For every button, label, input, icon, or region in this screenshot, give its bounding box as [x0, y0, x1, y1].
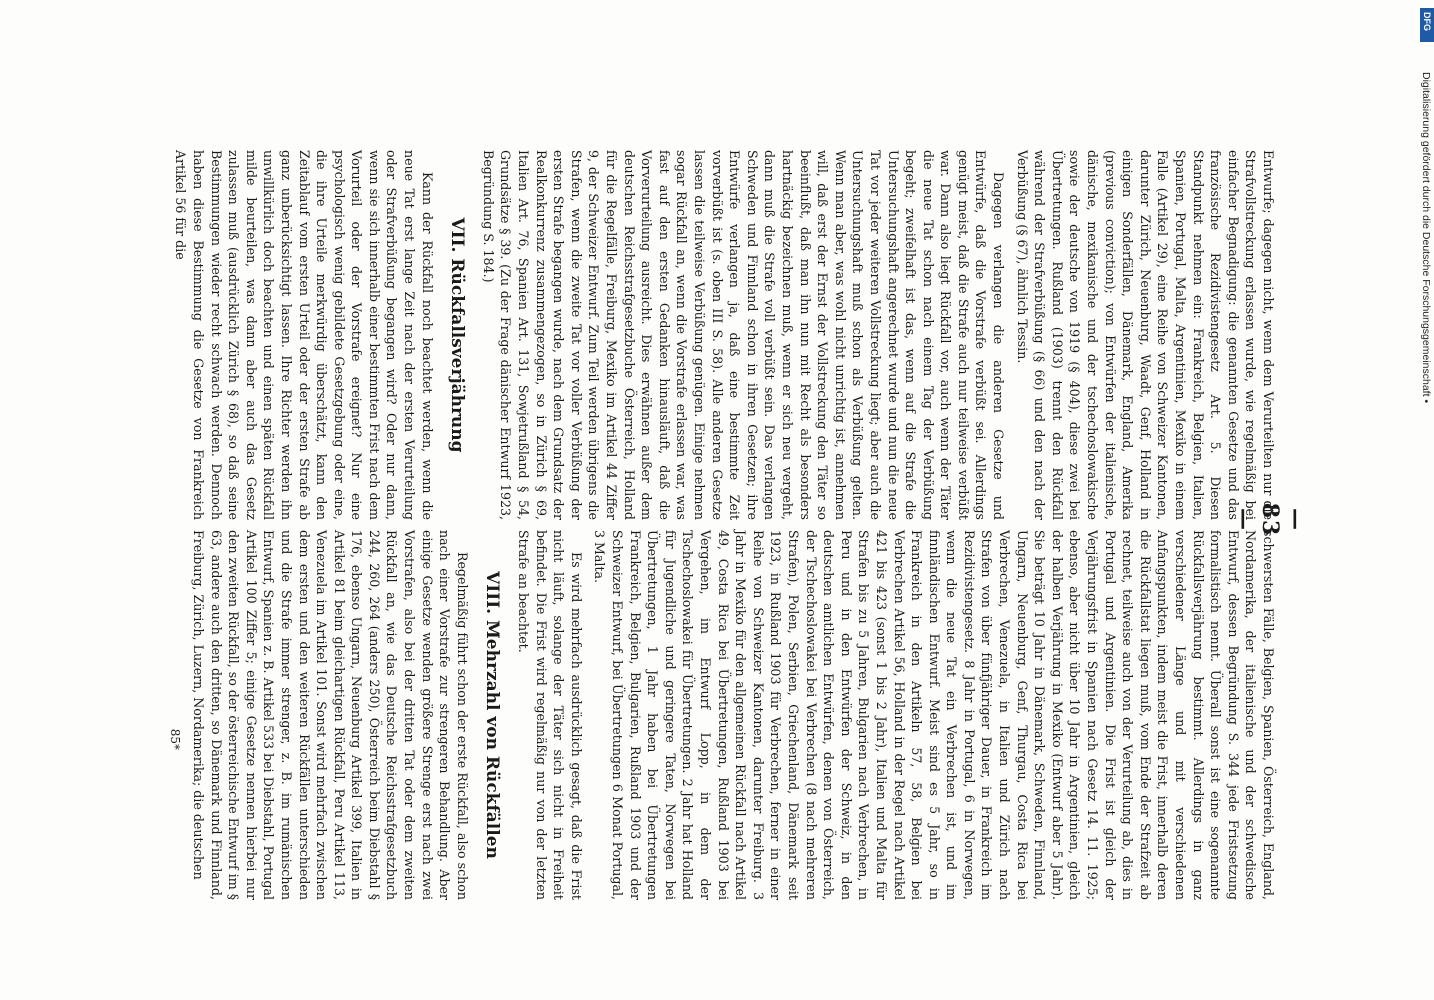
section-heading: VII. Rückfallsverjährung: [447, 217, 468, 453]
left-column: [166, 150, 1277, 520]
section-heading: VIII. Mehrzahl von Rückfällen: [482, 571, 503, 859]
paragraph: Regelmäßig führt schon der erste Rückfall, also schon nach einer Vorstrafe zur strengeren Behandlung. Aber einige Gesetze wenden größere Strenge erst nach zwei Vorstrafen, also bei der dritten Tat oder dem zweiten Rückfall an, wie das Deutsche Reichsstrafgesetzbuch 244, 260, 264 (anders 250), Österreich beim Diebstahl § 176, ebenso Ungarn, Neuenburg Artikel 399, Italien in Artikel 81 beim gleichartigen Rückfall, Peru Artikel 113, Venezuela im Artikel 101. Sonst wird mehrfach zwischen dem ersten und den weiteren Rückfällen unterschieden und die Strafe immer strenger, z. B. im rumänischen Entwurf, Spanien z. B. Artikel 533 bei Diebstahl, Portugal Artikel 100 Ziffer 5; einige Gesetze nennen hierbei nur den zweiten Rückfall, so der österreichische Entwurf im § 63, andere auch den dritten, so Dänemark und Finnland, Freiburg, Zürich, Luzern, Nordamerika; die deutschen: [190, 530, 470, 900]
dfg-logo: DFG: [1420, 8, 1434, 42]
paragraph: Entwurfe; dagegen nicht, wenn dem Verurteilten nur die Strafvollstreckung erlassen wurde, wie regelmäßig bei einfacher Begnadigung: die genannten Gesetze und das französische Rezidivistengesetz Art. 5. Diesen Standpunkt nehmen ein: Frankreich, Belgien, Italien, Spanien, Portugal, Malta, Argentinien, Mexiko in einem Falle (Artikel 29), eine Reihe von Schweizer Kantonen, darunter Zürich, Neuenburg, Waadt, Genf, Holland in einigen Sonderfällen, Dänemark, England, Amerika (previous conviction); von Entwürfen der italienische, dänische, mexikanische und der tschechoslowakische sowie der deutsche von 1919 (§ 404), diese zwei bei Übertretungen. Rußland (1903) trennt den Rückfall während der Strafverbüßung (§ 66) und den nach der Verbüßung (§ 67), ähnlich Tessin.: [1014, 150, 1276, 520]
paragraph: Es wird mehrfach ausdrücklich gesagt, daß die Frist nicht läuft, solange der Täter sich nicht in Freiheit befindet. Die Frist wird regelmäßig nur von der letzten Strafe an beachtet.: [516, 530, 584, 900]
paragraph: Kann der Rückfall noch beachtet werden, wenn die neue Tat erst lange Zeit nach der ersten Verurteilung oder Strafverbüßung begangen wird? Oder nur dann, wenn sie sich innerhalb einer bestimmten Frist nach dem Vorurteil oder der Vorstrafe ereignet? Nur eine psychologisch wenig gebildete Gesetzgebung oder eine, die ihre Urteile merkwürdig überschätzt, kann den Zeitablauf vom ersten Urteil oder der ersten Strafe ab ganz unberücksichtigt lassen. Ihre Richter werden ihn unwillkürlich doch beachten und einen späten Rückfall milde beurteilen, was dann aber auch das Gesetz zulassen muß (ausdrücklich Zürich § 68), so daß seine Bestimmungen wieder recht schwach werden. Dennoch haben diese Bestimmung die Gesetze von Frankreich Artikel 56 für die: [173, 150, 435, 520]
paragraph: Dagegen verlangen die anderen Gesetze und Entwürfe, daß die Vorstrafe verbüßt sei. Allerdings genügt meist, daß die Strafe auch nur teilweise verbüßt war. Dann also liegt Rückfall vor, auch wenn der Täter die neue Tat schon nach einem Tag der Verbüßung begeht; zweifelhaft ist das, wenn auf die Strafe die Untersuchungshaft angerechnet wurde und nun die neue Tat vor jeder weiteren Vollstreckung liegt; aber auch die Untersuchungshaft muß schon als Verbüßung gelten. Wenn man aber, was wohl nicht unrichtig ist, annehmen will, daß erst der Ernst der Vollstreckung den Täter so beeinflußt, daß man ihn nun mit Recht als besonders hartnäckig bezeichnen muß, wenn er sich neu vergeht, dann muß die Strafe voll verbüßt sein. Das verlangen Schweden und Finnland schon in ihren Gesetzen; ihre Entwürfe verlangen ja, daß eine bestimmte Zeit vorverbüßt ist (s. oben III S. 58). Alle anderen Gesetze lassen die teilweise Verbüßung genügen. Einige nehmen sogar Rückfall an, wenn die Vorstrafe erlassen war, was fast auf den ersten Gedanken hinausläuft, daß die Vorverurteilung ausreicht. Dies erwähnen außer dem deutschen Reichsstrafgesetzbuche Österreich, Holland für die Regelfälle, Freiburg, Mexiko im Artikel 44 Ziffer 9, der Schweizer Entwurf. Zum Teil werden übrigens die Strafen, wenn die zweite Tat vor voller Verbüßung der ersten Strafe begangen wurde, nach dem Grundsatz der Realkonkurrenz zusammengezogen, so in Zürich § 69, Italien Art. 76, Spanien Art. 131, Sowjetrußland § 54, Grundsätze § 39. (Zu der Frage dänischer Entwurf 1923, Begründung S. 184.): [480, 150, 1007, 520]
right-column: [166, 530, 1277, 900]
paragraph: schwersten Fälle, Belgien, Spanien, Österreich, England, Nordamerika, der italienische und der schwedische Entwurf, dessen Begründung S. 344 jede Fristsetzung formalistisch nennt. Überall sonst ist eine sogenannte Rückfallsverjährung bestimmt. Allerdings in ganz verschiedener Länge und mit verschiedenen Anfangspunkten, indem meist die Frist, innerhalb deren die Rückfallstat liegen muß, vom Ende der Strafzeit ab rechnet, teilweise auch von der Verurteilung ab, dies in Portugal und Argentinien. Die Frist ist gleich der Verjährungsfrist in Spanien nach Gesetz 14. 11. 1925; ebenso, aber nicht über 10 Jahr in Argentinien, gleich der halben Verjährung in Mexiko (Entwurf aber 5 Jahr). Sie beträgt 10 Jahr in Dänemark, Schweden, Finnland, Ungarn, Neuenburg, Genf, Thurgau, Costa Rica bei Verbrechen, Venezuela, in Italien und Zürich nach Strafen von über fünfjähriger Dauer, in Frankreich im Rezidivistengesetz. 8 Jahr in Portugal, 6 in Norwegen, wenn die neue Tat ein Verbrechen ist, und im finnländischen Entwurf. Meist sind es 5 Jahr, so in Frankreich in den Artikeln 57, 58, Belgien bei Verbrechen Artikel 56, Holland in der Regel nach Artikel 421 bis 423 (sonst 1 bis 2 Jahr), Italien und Malta für Strafen bis zu 5 Jahren, Bulgarien nach Verbrechen, in Peru und in den Entwürfen der Schweiz, in den deutschen amtlichen Entwürfen, denen von Österreich, der Tschechoslowakei bei Verbrechen (8 nach mehreren Strafen), Polen, Serbien, Griechenland, Dänemark seit 1923, in Rußland 1903 für Verbrechen, ferner in einer Reihe von Schweizer Kantonen, darunter Freiburg. 3 Jahr in Mexiko für den allgemeinen Rückfall nach Artikel 49, Costa Rica bei Übertretungen, Rußland 1903 bei Vergehen, im Entwurf Lopp, in dem der Tschechoslowakei für Übertretungen. 2 Jahr hat Holland für Jugendliche und geringere Taten, Norwegen bei Übertretungen, 1 Jahr haben bei Übertretungen Frankreich, Belgien, Bulgarien, Rußland 1903 und der Schweizer Entwurf, bei Übertretungen 6 Monat Portugal, 3 Malta.: [592, 530, 1276, 900]
credit-text: Digitalisierung gefördert durch die Deutsche Forschungsgemeinschaft •: [1420, 72, 1432, 404]
page-number: — 83 —: [1231, 502, 1309, 538]
rotated-page-content: [117, 95, 1317, 925]
signature-mark: 85*: [168, 728, 183, 750]
digitization-credit: [1418, 10, 1434, 985]
